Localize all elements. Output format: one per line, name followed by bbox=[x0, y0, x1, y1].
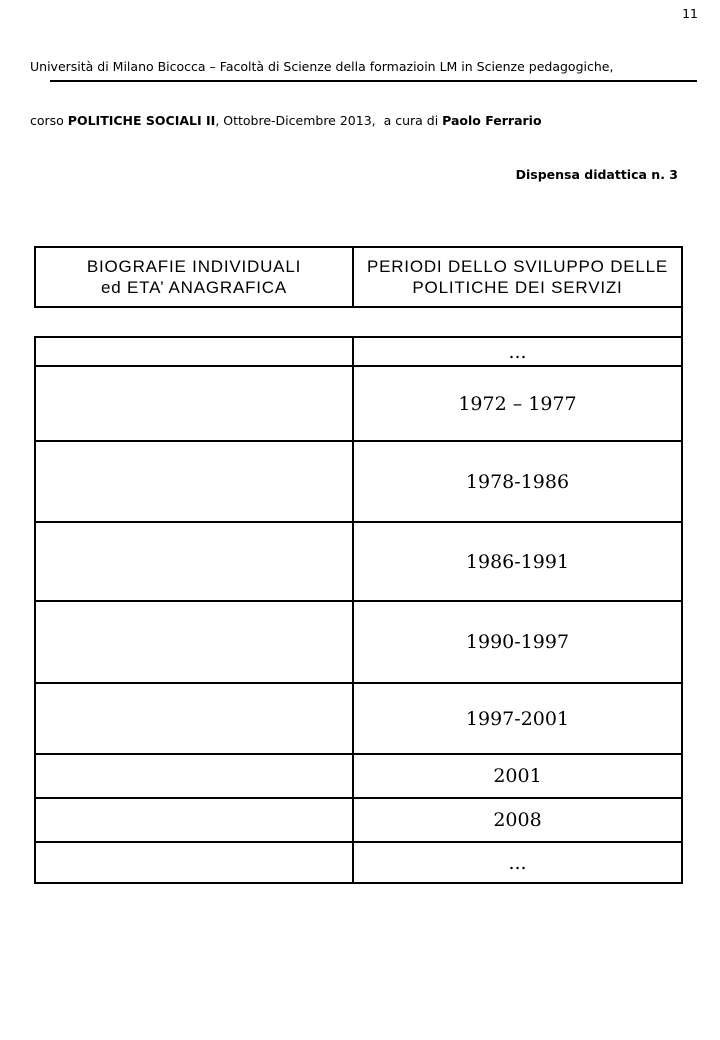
biografie-cell bbox=[36, 442, 354, 521]
column-header-biografie-line-1: BIOGRAFIE INDIVIDUALI bbox=[86, 257, 302, 276]
biografie-cell bbox=[36, 367, 354, 440]
table-row bbox=[36, 602, 681, 684]
biografie-cell bbox=[36, 602, 354, 682]
table-row bbox=[36, 799, 681, 843]
header-divider-rule bbox=[50, 80, 697, 82]
biografie-cell bbox=[36, 338, 354, 365]
column-header-biografie bbox=[36, 248, 354, 306]
header-line-2 bbox=[30, 112, 678, 130]
table-row bbox=[36, 843, 681, 882]
biografie-cell bbox=[36, 799, 354, 841]
column-header-periodi-line-1: PERIODI DELLO SVILUPPO DELLE bbox=[366, 257, 669, 276]
periodo-cell: 2008 bbox=[493, 809, 542, 831]
biografie-cell bbox=[36, 523, 354, 600]
table-row bbox=[36, 755, 681, 799]
periodo-cell: 1972 – 1977 bbox=[458, 392, 577, 415]
header-author-name: Paolo Ferrario bbox=[442, 113, 542, 128]
column-header-periodi bbox=[354, 248, 681, 306]
table-right-edge-connector bbox=[681, 306, 683, 338]
periodo-cell: 1990-1997 bbox=[465, 631, 570, 653]
table-row bbox=[36, 442, 681, 523]
column-header-biografie-line-2: ed ETA’ ANAGRAFICA bbox=[100, 278, 288, 297]
page-number: 11 bbox=[682, 6, 698, 21]
table-row bbox=[36, 684, 681, 755]
periodo-cell: 2001 bbox=[493, 765, 542, 787]
header-course-prefix: corso bbox=[30, 113, 68, 128]
periodo-cell: ... bbox=[508, 340, 527, 363]
biografie-cell bbox=[36, 843, 354, 882]
header-line-1: Università di Milano Bicocca – Facoltà di Scienze della formazioin LM in Scienze pedagogiche, bbox=[30, 59, 614, 74]
table-row bbox=[36, 523, 681, 602]
table-row bbox=[36, 338, 681, 367]
document-header bbox=[30, 22, 678, 220]
biografie-cell bbox=[36, 755, 354, 797]
header-subtitle: Dispensa didattica n. 3 bbox=[515, 167, 678, 182]
header-course-dates: , Ottobre-Dicembre 2013, a cura di bbox=[215, 113, 443, 128]
table-column-headers bbox=[34, 246, 683, 308]
table-row bbox=[36, 367, 681, 442]
periodo-cell: 1978-1986 bbox=[465, 470, 570, 493]
periods-table bbox=[34, 336, 683, 884]
biografie-cell bbox=[36, 684, 354, 753]
periodo-cell: 1986-1991 bbox=[465, 550, 570, 573]
column-header-periodi-line-2: POLITICHE DEI SERVIZI bbox=[412, 278, 623, 297]
periodo-cell: 1997-2001 bbox=[465, 707, 570, 730]
periodo-cell: ... bbox=[508, 851, 527, 874]
header-course-name: POLITICHE SOCIALI II bbox=[67, 113, 216, 128]
